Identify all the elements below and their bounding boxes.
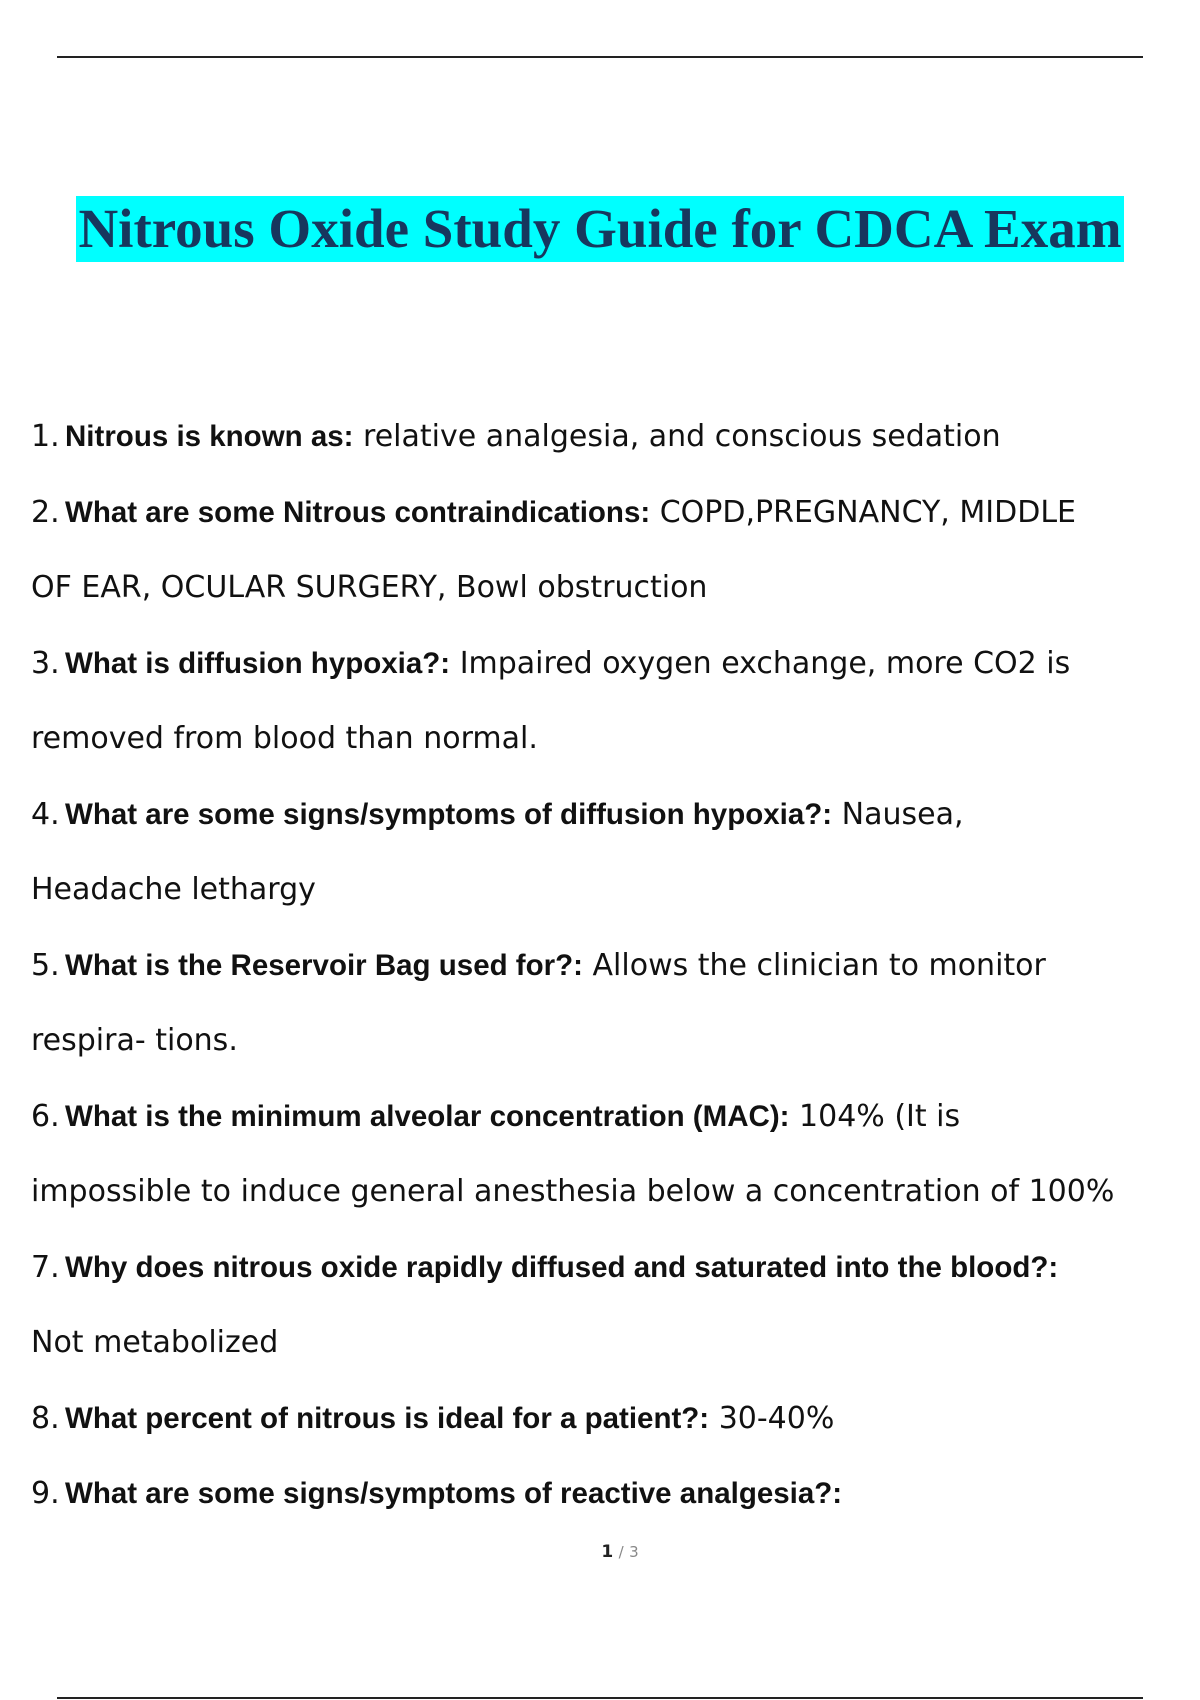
list-item [31, 1475, 1196, 1513]
question-text: What is diffusion hypoxia?: [65, 646, 451, 680]
answer-continuation: Headache lethargy [31, 872, 316, 907]
answer-continuation: OF EAR, OCULAR SURGERY, Bowl obstruction [31, 570, 708, 605]
title-block [0, 196, 1200, 262]
question-text: What is the minimum alveolar concentration (MAC): [65, 1099, 790, 1133]
document-title: Nitrous Oxide Study Guide for CDCA Exam [76, 196, 1123, 262]
answer-continuation: Not metabolized [31, 1325, 279, 1360]
item-number: 4. [31, 796, 60, 832]
top-rule [57, 56, 1143, 58]
item-number: 3. [31, 645, 60, 681]
item-number: 5. [31, 947, 60, 983]
total-pages: 3 [629, 1543, 639, 1561]
question-text: What is the Reservoir Bag used for?: [65, 948, 583, 982]
question-text: Why does nitrous oxide rapidly diffused and saturated into the blood?: [65, 1250, 1059, 1284]
answer-text: relative analgesia, and conscious sedation [363, 419, 1001, 454]
item-number: 1. [31, 419, 60, 454]
answer-text: COPD,PREGNANCY, MIDDLE [659, 494, 1076, 530]
item-number: 6. [31, 1098, 60, 1134]
list-item [31, 1098, 1196, 1136]
answer-continuation: respira- tions. [31, 1023, 238, 1058]
item-number: 9. [31, 1476, 60, 1511]
answer-text: 104% (It is [799, 1098, 961, 1134]
item-number: 7. [31, 1249, 60, 1285]
current-page: 1 [601, 1542, 614, 1562]
answer-text: 30-40% [718, 1400, 835, 1436]
bottom-rule [57, 1697, 1143, 1699]
question-list [31, 418, 1196, 1551]
page-separator: / [618, 1543, 624, 1561]
list-item [31, 947, 1196, 985]
answer-text: Nausea, [841, 796, 964, 832]
list-item [31, 796, 1196, 834]
question-text: What are some signs/symptoms of diffusion hypoxia?: [65, 797, 833, 831]
question-text: What are some Nitrous contraindications: [65, 495, 651, 529]
list-item [31, 1249, 1196, 1287]
question-text: Nitrous is known as: [65, 420, 354, 453]
list-item [31, 645, 1196, 683]
answer-text: Impaired oxygen exchange, more CO2 is [459, 645, 1071, 681]
item-number: 2. [31, 494, 60, 530]
question-text: What are some signs/symptoms of reactive analgesia?: [65, 1477, 843, 1510]
page-indicator [0, 1542, 1200, 1562]
question-text: What percent of nitrous is ideal for a patient?: [65, 1401, 710, 1435]
answer-text: Allows the clinician to monitor [592, 947, 1046, 983]
answer-continuation: impossible to induce general anesthesia below a concentration of 100% [31, 1174, 1115, 1209]
list-item [31, 418, 1196, 456]
answer-continuation: removed from blood than normal. [31, 721, 538, 756]
item-number: 8. [31, 1400, 60, 1436]
list-item [31, 494, 1196, 532]
list-item [31, 1400, 1196, 1438]
